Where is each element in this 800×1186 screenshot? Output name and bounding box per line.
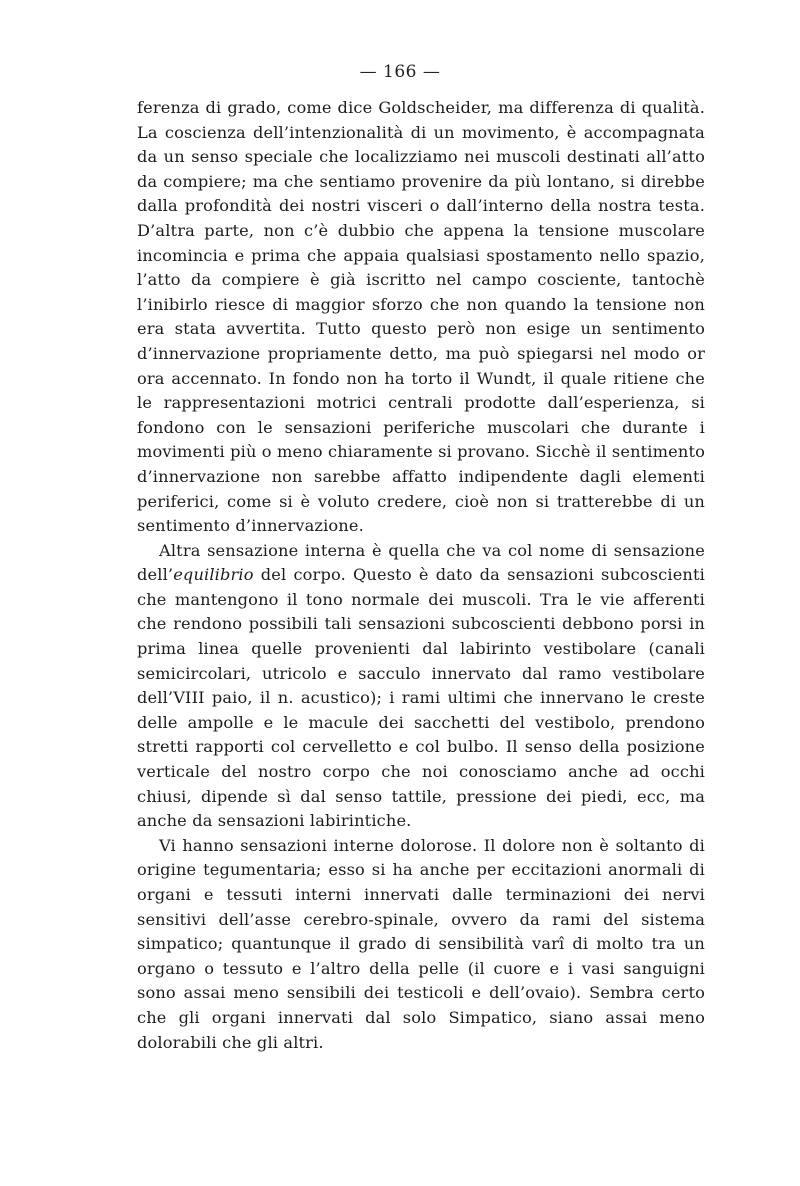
- page-body: [137, 96, 705, 1055]
- italic-term-equilibrio: equilibrio: [173, 565, 254, 585]
- paragraph-2: [137, 539, 705, 834]
- paragraph-2-text-after: del corpo. Questo è dato da sensazioni subcoscienti che mantengono il tono normale dei muscoli. Tra le vie afferenti che rendono possibili tali sensazioni subcoscienti debbono porsi in prima linea quelle provenienti dal labirinto vestibolare (canali semicircolari, utricolo e sacculo innervato dal ramo vestibolare dell’VIII paio, il n. acustico); i rami ultimi che innervano le creste delle ampolle e le macule dei sacchetti del vestibolo, prendono stretti rapporti col cervelletto e col bulbo. Il senso della posizione verticale del nostro corpo che noi conosciamo anche ad occhi chiusi, dipende sì dal senso tattile, pressione dei piedi, ecc, ma anche da sensazioni labirintiche.: [137, 565, 705, 831]
- paragraph-2-text-before: Altra sensazione interna è quella che va col nome di sensazione dell’: [137, 540, 705, 585]
- page-number: — 166 —: [359, 62, 441, 82]
- paragraph-1: ferenza di grado, come dice Goldscheider, ma differenza di qualità. La coscienza dell’intenzionalità di un movimento, è accompagnata da un senso speciale che localizziamo nei muscoli destinati all’atto da compiere; ma che sentiamo provenire da più lontano, si direbbe dalla profondità dei nostri visceri o dall’interno della nostra testa. D’altra parte, non c’è dubbio che appena la tensione muscolare incomincia e prima che appaia qualsiasi spostamento nello spazio, l’atto da compiere è già iscritto nel campo cosciente, tantochè l’inibirlo riesce di maggior sforzo che non quando la tensione non era stata avvertita. Tutto questo però non esige un sentimento d’innervazione propriamente detto, ma può spiegarsi nel modo or ora accennato. In fondo non ha torto il Wundt, il quale ritiene che le rappresentazioni motrici centrali prodotte dall’esperienza, si fondono con le sensazioni periferiche muscolari che durante i movimenti più o meno chiaramente si provano. Sicchè il sentimento d’innervazione non sarebbe affatto indipendente dagli elementi periferici, come si è voluto credere, cioè non si tratterebbe di un sentimento d’innervazione.: [137, 98, 705, 536]
- paragraph-3: Vi hanno sensazioni interne dolorose. Il dolore non è soltanto di origine tegumentaria; esso si ha anche per eccitazioni anormali di organi e tessuti interni innervati dalle terminazioni dei nervi sensitivi dell’asse cerebro-spinale, ovvero da rami del sistema simpatico; quantunque il grado di sensibilità varî di molto tra un organo o tessuto e l’altro della pelle (il cuore e i vasi sanguigni sono assai meno sensibili dei testicoli e dell’ovaio). Sembra certo che gli organi innervati dal solo Simpatico, siano assai meno dolorabili che gli altri.: [137, 835, 705, 1052]
